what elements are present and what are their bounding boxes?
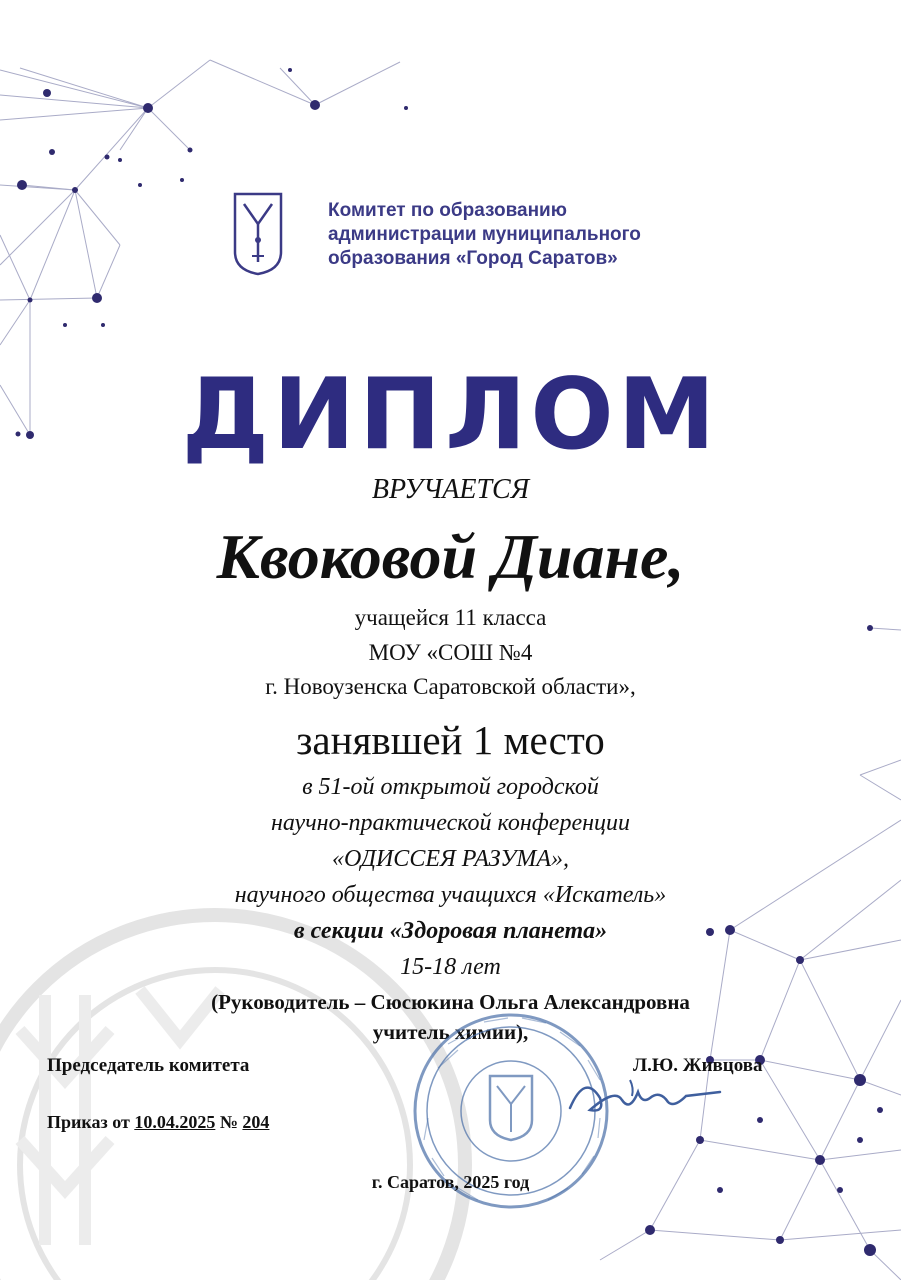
order-prefix: Приказ от [47, 1112, 130, 1132]
order-date: 10.04.2025 [134, 1112, 216, 1132]
awarded-label: ВРУЧАЕТСЯ [371, 474, 530, 505]
order-number: 204 [242, 1112, 270, 1132]
organization-name-line-2: администрации муниципального [328, 224, 641, 245]
conference-line-3: «ОДИССЕЯ РАЗУМА», [331, 846, 570, 872]
conference-line-1: в 51-ой открытой городской [302, 774, 599, 800]
order-number-sign: № [219, 1112, 238, 1132]
order-reference [47, 1112, 269, 1133]
organization-header [232, 190, 641, 280]
footer-city-year: г. Саратов, 2025 год [371, 1172, 530, 1192]
supervisor-line-2: учитель химии), [372, 1020, 529, 1044]
student-school: МОУ «СОШ №4 [368, 640, 533, 665]
conference-line-4: научного общества учащихся «Искатель» [234, 882, 667, 908]
signatory-name: Л.Ю. Живцова [633, 1055, 763, 1076]
place-awarded: занявшей 1 место [296, 717, 605, 763]
student-city: г. Новоузенска Саратовской области», [265, 674, 636, 699]
handwritten-signature [560, 1068, 730, 1128]
signatory-position: Председатель комитета [47, 1055, 250, 1076]
age-group: 15-18 лет [400, 954, 501, 980]
conference-line-2: научно-практической конференции [270, 810, 631, 836]
section-name: в секции «Здоровая планета» [293, 918, 608, 944]
saratov-coat-of-arms-icon [232, 190, 284, 276]
recipient-name: Квоковой Диане, [216, 521, 685, 592]
organization-name-line-1: Комитет по образованию [328, 200, 567, 221]
organization-name-line-3: образования «Город Саратов» [328, 248, 618, 269]
supervisor-line-1: (Руководитель – Сюсюкина Ольга Александровна [211, 990, 690, 1014]
diploma-title: ДИПЛОМ [181, 358, 720, 472]
student-grade: учащейся 11 класса [354, 605, 547, 630]
